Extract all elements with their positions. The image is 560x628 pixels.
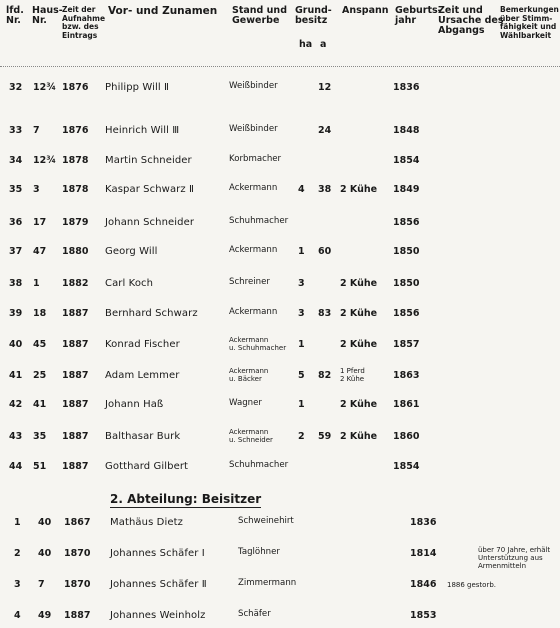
cell-geb: 1849: [393, 184, 420, 195]
table-row: [0, 428, 560, 449]
table-row: [0, 278, 560, 296]
header-ha: ha: [299, 39, 313, 50]
header-lfd-nr: lfd. Nr.: [6, 5, 24, 26]
cell-geb: 1860: [393, 431, 420, 442]
cell-nr: 36: [9, 217, 23, 228]
cell-jahr: 1887: [62, 431, 89, 442]
cell-ha: 1: [298, 399, 305, 410]
cell-ha: 4: [298, 184, 305, 195]
cell-beruf: Schäfer: [238, 609, 271, 619]
header-bemerkungen: Bemerkungen über Stimm- fähigkeit und Wählbarkeit: [500, 5, 559, 40]
table-row: [0, 548, 560, 566]
cell-name: Kaspar Schwarz Ⅱ: [105, 184, 195, 195]
header-haus-nr: Haus- Nr.: [32, 5, 63, 26]
cell-geb: 1850: [393, 278, 420, 289]
cell-geb: 1861: [393, 399, 420, 410]
cell-beruf: Schreiner: [229, 277, 270, 287]
cell-name: Philipp Will Ⅱ: [105, 82, 170, 93]
cell-anspann: 2 Kühe: [340, 184, 378, 195]
cell-jahr: 1887: [62, 370, 89, 381]
cell-a: 12: [318, 82, 332, 93]
cell-nr: 43: [9, 431, 23, 442]
cell-beruf: Wagner: [229, 398, 262, 408]
cell-beruf: Weißbinder: [229, 124, 278, 134]
cell-haus: 41: [33, 399, 47, 410]
cell-jahr: 1887: [62, 399, 89, 410]
cell-a: 82: [318, 370, 332, 381]
cell-nr: 2: [14, 548, 21, 559]
cell-ha: 1: [298, 339, 305, 350]
cell-haus: 25: [33, 370, 47, 381]
cell-nr: 35: [9, 184, 23, 195]
cell-haus: 7: [33, 125, 40, 136]
table-row: [0, 308, 560, 326]
table-row: [0, 184, 560, 202]
cell-beruf: Ackermann: [229, 307, 278, 317]
cell-a: 60: [318, 246, 332, 257]
cell-nr: 40: [9, 339, 23, 350]
cell-name: Balthasar Burk: [105, 431, 181, 442]
cell-haus: 35: [33, 431, 47, 442]
cell-ha: 5: [298, 370, 305, 381]
cell-geb: 1863: [393, 370, 420, 381]
cell-jahr: 1876: [62, 125, 89, 136]
cell-geb: 1856: [393, 308, 420, 319]
cell-haus: 3: [33, 184, 40, 195]
cell-jahr: 1880: [62, 246, 89, 257]
cell-haus: 40: [38, 517, 52, 528]
cell-beruf: Schuhmacher: [229, 216, 289, 226]
header-geburtsjahr: Geburts- jahr: [395, 5, 442, 26]
cell-name: Johann Haß: [105, 399, 164, 410]
cell-nr: 4: [14, 610, 21, 621]
cell-beruf: Ackermann u. Schuhmacher: [229, 336, 287, 352]
cell-jahr: 1870: [64, 548, 91, 559]
cell-haus: 45: [33, 339, 47, 350]
table-row: [0, 246, 560, 264]
cell-geb: 1857: [393, 339, 420, 350]
cell-geb: 1856: [393, 217, 420, 228]
cell-beruf: Taglöhner: [238, 547, 280, 557]
cell-nr: 38: [9, 278, 23, 289]
cell-a: 24: [318, 125, 332, 136]
cell-a: 59: [318, 431, 332, 442]
table-row: [0, 82, 560, 100]
cell-beruf: Zimmermann: [238, 578, 297, 588]
table-row: [0, 399, 560, 417]
cell-beruf: Ackermann u. Bäcker: [229, 367, 269, 383]
cell-jahr: 1878: [62, 155, 89, 166]
cell-anspann: 2 Kühe: [340, 431, 378, 442]
cell-haus: 18: [33, 308, 47, 319]
cell-anspann: 2 Kühe: [340, 399, 378, 410]
cell-ha: 1: [298, 246, 305, 257]
header-a: a: [320, 39, 327, 50]
header-abgang: Zeit und Ursache des Abgangs: [438, 5, 504, 36]
cell-geb: 1850: [393, 246, 420, 257]
cell-name: Heinrich Will Ⅲ: [105, 125, 180, 136]
cell-jahr: 1887: [62, 308, 89, 319]
cell-jahr: 1878: [62, 184, 89, 195]
cell-nr: 33: [9, 125, 23, 136]
table-row: [0, 579, 560, 597]
cell-nr: 32: [9, 82, 23, 93]
cell-nr: 42: [9, 399, 23, 410]
cell-jahr: 1887: [64, 610, 91, 621]
cell-geb: 1848: [393, 125, 420, 136]
cell-name: Mathäus Dietz: [110, 517, 183, 528]
remark-note: über 70 Jahre, erhält Unterstützung aus Armenmitteln: [478, 546, 551, 570]
cell-beruf: Weißbinder: [229, 81, 278, 91]
cell-geb: 1846: [410, 579, 437, 590]
header-stand: Stand und Gewerbe: [232, 5, 287, 26]
header-zeit: Zeit der Aufnahme bzw. des Eintrags: [62, 5, 106, 40]
cell-haus: 51: [33, 461, 47, 472]
table-row: [0, 125, 560, 143]
cell-haus: 47: [33, 246, 47, 257]
cell-name: Bernhard Schwarz: [105, 308, 198, 319]
table-row: [0, 610, 560, 628]
cell-name: Gotthard Gilbert: [105, 461, 189, 472]
cell-haus: 12¾: [33, 82, 57, 93]
cell-name: Johannes Weinholz: [110, 610, 206, 621]
cell-haus: 7: [38, 579, 45, 590]
cell-anspann: 2 Kühe: [340, 278, 378, 289]
table-row: [0, 336, 560, 357]
cell-abgang: 1886 gestorb.: [447, 581, 497, 589]
cell-name: Martin Schneider: [105, 155, 192, 166]
header-anspann: Anspann: [342, 5, 389, 16]
cell-nr: 3: [14, 579, 21, 590]
cell-anspann: 1 Pferd 2 Kühe: [340, 367, 365, 383]
cell-name: Johannes Schäfer Ⅱ: [110, 579, 207, 590]
cell-geb: 1836: [393, 82, 420, 93]
cell-haus: 1: [33, 278, 40, 289]
cell-name: Georg Will: [105, 246, 158, 257]
cell-jahr: 1879: [62, 217, 89, 228]
cell-nr: 44: [9, 461, 23, 472]
table-row: [0, 155, 560, 173]
cell-name: Johannes Schäfer Ⅰ: [110, 548, 205, 559]
section-title: 2. Abteilung: Beisitzer: [110, 492, 262, 506]
cell-name: Konrad Fischer: [105, 339, 180, 350]
cell-name: Carl Koch: [105, 278, 154, 289]
cell-jahr: 1876: [62, 82, 89, 93]
cell-jahr: 1870: [64, 579, 91, 590]
cell-beruf: Ackermann u. Schneider: [229, 428, 273, 444]
cell-beruf: Ackermann: [229, 183, 278, 193]
cell-haus: 49: [38, 610, 52, 621]
cell-ha: 3: [298, 278, 305, 289]
cell-nr: 41: [9, 370, 23, 381]
cell-nr: 37: [9, 246, 23, 257]
cell-a: 83: [318, 308, 332, 319]
cell-geb: 1814: [410, 548, 437, 559]
table-row: [0, 367, 560, 388]
cell-anspann: 2 Kühe: [340, 339, 378, 350]
header-divider: [0, 66, 560, 68]
cell-ha: 3: [298, 308, 305, 319]
cell-nr: 39: [9, 308, 23, 319]
cell-haus: 17: [33, 217, 47, 228]
cell-jahr: 1882: [62, 278, 89, 289]
header-grundbesitz: Grund- besitz: [295, 5, 332, 26]
cell-jahr: 1887: [62, 461, 89, 472]
cell-geb: 1854: [393, 461, 420, 472]
cell-nr: 34: [9, 155, 23, 166]
cell-name: Johann Schneider: [105, 217, 195, 228]
cell-haus: 12¾: [33, 155, 57, 166]
table-row: [0, 517, 560, 535]
table-row: [0, 217, 560, 235]
cell-nr: 1: [14, 517, 21, 528]
cell-jahr: 1887: [62, 339, 89, 350]
cell-geb: 1854: [393, 155, 420, 166]
cell-anspann: 2 Kühe: [340, 308, 378, 319]
cell-beruf: Ackermann: [229, 245, 278, 255]
cell-ha: 2: [298, 431, 305, 442]
table-row: [0, 461, 560, 479]
cell-jahr: 1867: [64, 517, 91, 528]
cell-a: 38: [318, 184, 332, 195]
cell-geb: 1853: [410, 610, 437, 621]
cell-name: Adam Lemmer: [105, 370, 180, 381]
cell-beruf: Schuhmacher: [229, 460, 289, 470]
cell-haus: 40: [38, 548, 52, 559]
cell-beruf: Korbmacher: [229, 154, 282, 164]
header-name: Vor- und Zunamen: [108, 5, 218, 17]
cell-beruf: Schweinehirt: [238, 516, 294, 526]
cell-geb: 1836: [410, 517, 437, 528]
